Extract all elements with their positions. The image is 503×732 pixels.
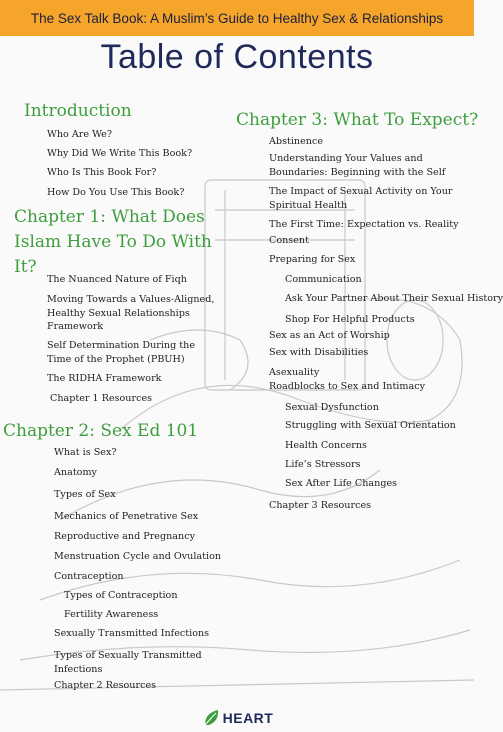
chapter-2-heading: Chapter 2: Sex Ed 101 [3,421,199,441]
toc-item: Anatomy [54,467,97,478]
toc-item: Life’s Stressors [285,459,361,470]
book-title: The Sex Talk Book: A Muslim’s Guide to Healthy Sex & Relationships [30,10,444,26]
toc-item: The RIDHA Framework [47,373,162,384]
toc-item: What is Sex? [54,447,117,458]
toc-item: Sexually Transmitted Infections [54,628,210,639]
toc-item: Understanding Your Values and Boundaries: Beginning with the Self [269,153,446,178]
toc-item: Health Concerns [285,440,367,451]
toc-item: Shop For Helpful Products [285,314,415,325]
toc-item: Chapter 2 Resources [54,680,157,691]
toc-item: The First Time: Expectation vs. Reality [269,219,459,230]
toc-item: Chapter 1 Resources [50,393,153,404]
toc-item: Contraception [54,571,124,582]
toc-item: Menstruation Cycle and Ovulation [54,551,222,562]
toc-item: Ask Your Partner About Their Sexual History [285,293,503,304]
toc-item: Sex After Life Changes [285,478,398,489]
section-heading-introduction: Introduction [24,101,132,121]
toc-item: Types of Contraception [64,590,178,601]
toc-item: Mechanics of Penetrative Sex [54,511,199,522]
chapter-1-heading-line-1: Chapter 1: What Does [14,207,205,227]
publisher-logo [0,707,474,729]
toc-item: Sex with Disabilities [269,347,369,358]
toc-item: Abstinence [269,136,324,147]
toc-item: Consent [269,235,309,246]
chapter-3-heading: Chapter 3: What To Expect? [236,110,479,130]
leaf-icon [201,707,223,729]
logo-text: HEART [222,710,274,726]
toc-item: Reproductive and Pregnancy [54,531,195,542]
chapter-1-heading-line-3: It? [14,257,37,277]
toc-item: Types of Sex [54,489,116,500]
toc-item: Preparing for Sex [269,254,356,265]
toc-item: The Impact of Sexual Activity on Your Spiritual Health [269,186,453,211]
book-title-banner [0,0,474,36]
toc-item: Self Determination During the Time of the Prophet (PBUH) [47,340,196,365]
toc-item: How Do You Use This Book? [47,187,185,198]
toc-item: Roadblocks to Sex and Intimacy [269,381,425,392]
toc-item: Fertility Awareness [64,609,159,620]
page-title: Table of Contents [100,38,374,76]
toc-item: The Nuanced Nature of Fiqh [47,274,187,285]
toc-item: Struggling with Sexual Orientation [285,420,456,431]
toc-item: Chapter 3 Resources [269,500,372,511]
toc-item: Types of Sexually Transmitted Infections [54,650,202,675]
toc-item: Who Is This Book For? [47,167,157,178]
toc-item: Asexuality [269,367,320,378]
toc-item: Communication [285,274,362,285]
toc-item: Why Did We Write This Book? [47,148,193,159]
toc-item: Who Are We? [47,129,113,140]
chapter-1-heading-line-2: Islam Have To Do With [14,232,212,252]
toc-item: Sexual Dysfunction [285,402,379,413]
toc-item: Sex as an Act of Worship [269,330,390,341]
toc-item: Moving Towards a Values-Aligned, Healthy Sexual Relationships Framework [47,294,215,332]
